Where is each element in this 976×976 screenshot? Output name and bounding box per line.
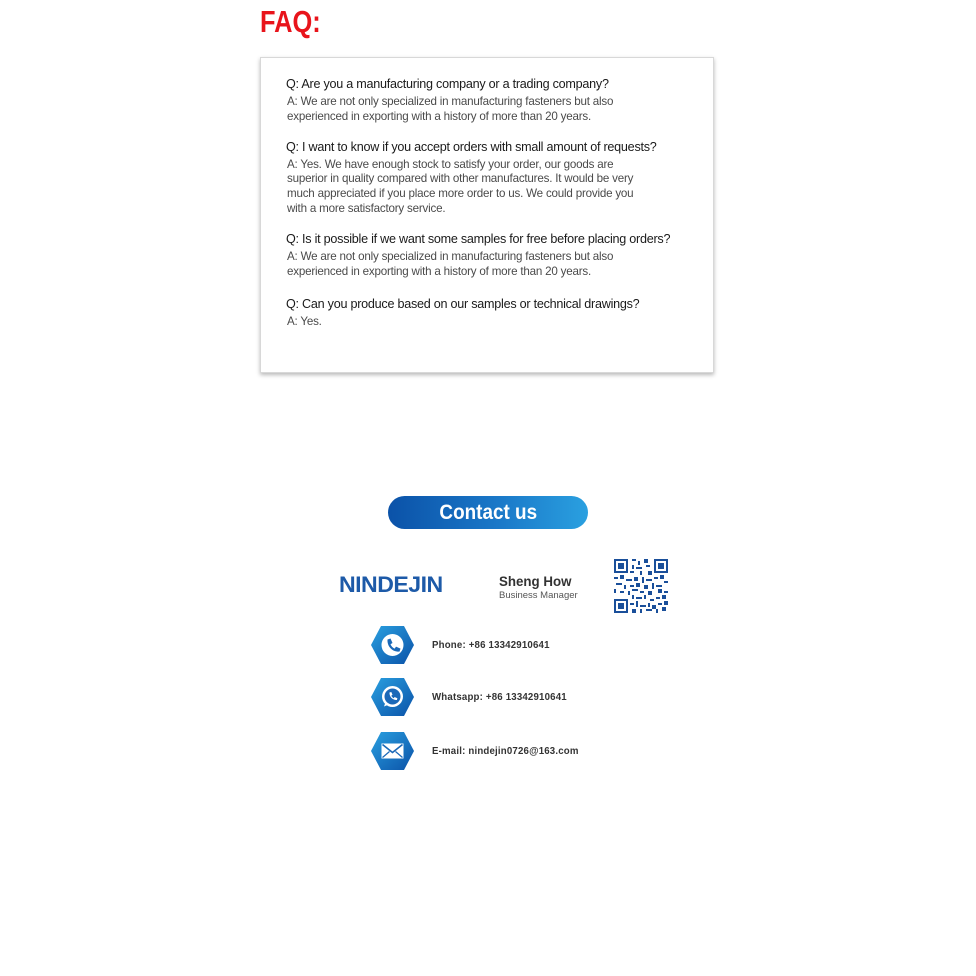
email-text[interactable]: E-mail: nindejin0726@163.com bbox=[432, 745, 579, 757]
faq-answer: A: We are not only specialized in manufacturing fasteners but also experienced in exporting with a history of more than 20 years. bbox=[287, 249, 614, 278]
faq-answer: A: Yes. bbox=[287, 315, 322, 329]
person-role: Business Manager bbox=[499, 590, 578, 601]
faq-item bbox=[286, 76, 703, 125]
brand-logo: NINDEJIN bbox=[339, 572, 443, 597]
faq-question: Q: Are you a manufacturing company or a trading company? bbox=[286, 77, 609, 91]
person-name: Sheng How bbox=[499, 573, 572, 589]
faq-answer: A: We are not only specialized in manufacturing fasteners but also experienced in exporting with a history of more than 20 years. bbox=[287, 95, 614, 123]
faq-card bbox=[260, 57, 714, 373]
faq-item bbox=[286, 296, 703, 330]
faq-question: Q: Can you produce based on our samples or technical drawings? bbox=[286, 297, 640, 312]
faq-question: Q: I want to know if you accept orders with small amount of requests? bbox=[286, 139, 657, 154]
contact-us-banner bbox=[388, 496, 588, 529]
faq-item bbox=[286, 231, 703, 280]
email-icon bbox=[370, 731, 415, 771]
whatsapp-icon bbox=[370, 677, 415, 717]
faq-question: Q: Is it possible if we want some samples for free before placing orders? bbox=[286, 231, 671, 246]
faq-answer: A: Yes. We have enough stock to satisfy your order, our goods are superior in quality compared with other manufactures. It would be very much appreciated if you place more order to us. We could provide you with a more satisfactory service. bbox=[287, 157, 634, 215]
contact-email-row bbox=[370, 731, 591, 771]
contact-phone-row bbox=[370, 625, 560, 665]
phone-text[interactable]: Phone: +86 13342910641 bbox=[432, 639, 550, 651]
phone-icon bbox=[370, 625, 415, 665]
faq-title: FAQ: bbox=[260, 4, 321, 39]
whatsapp-text[interactable]: Whatsapp: +86 13342910641 bbox=[432, 691, 567, 703]
contact-whatsapp-row bbox=[370, 677, 579, 717]
faq-item bbox=[286, 139, 703, 217]
contact-us-label: Contact us bbox=[439, 500, 537, 524]
qr-code-icon bbox=[614, 559, 668, 613]
